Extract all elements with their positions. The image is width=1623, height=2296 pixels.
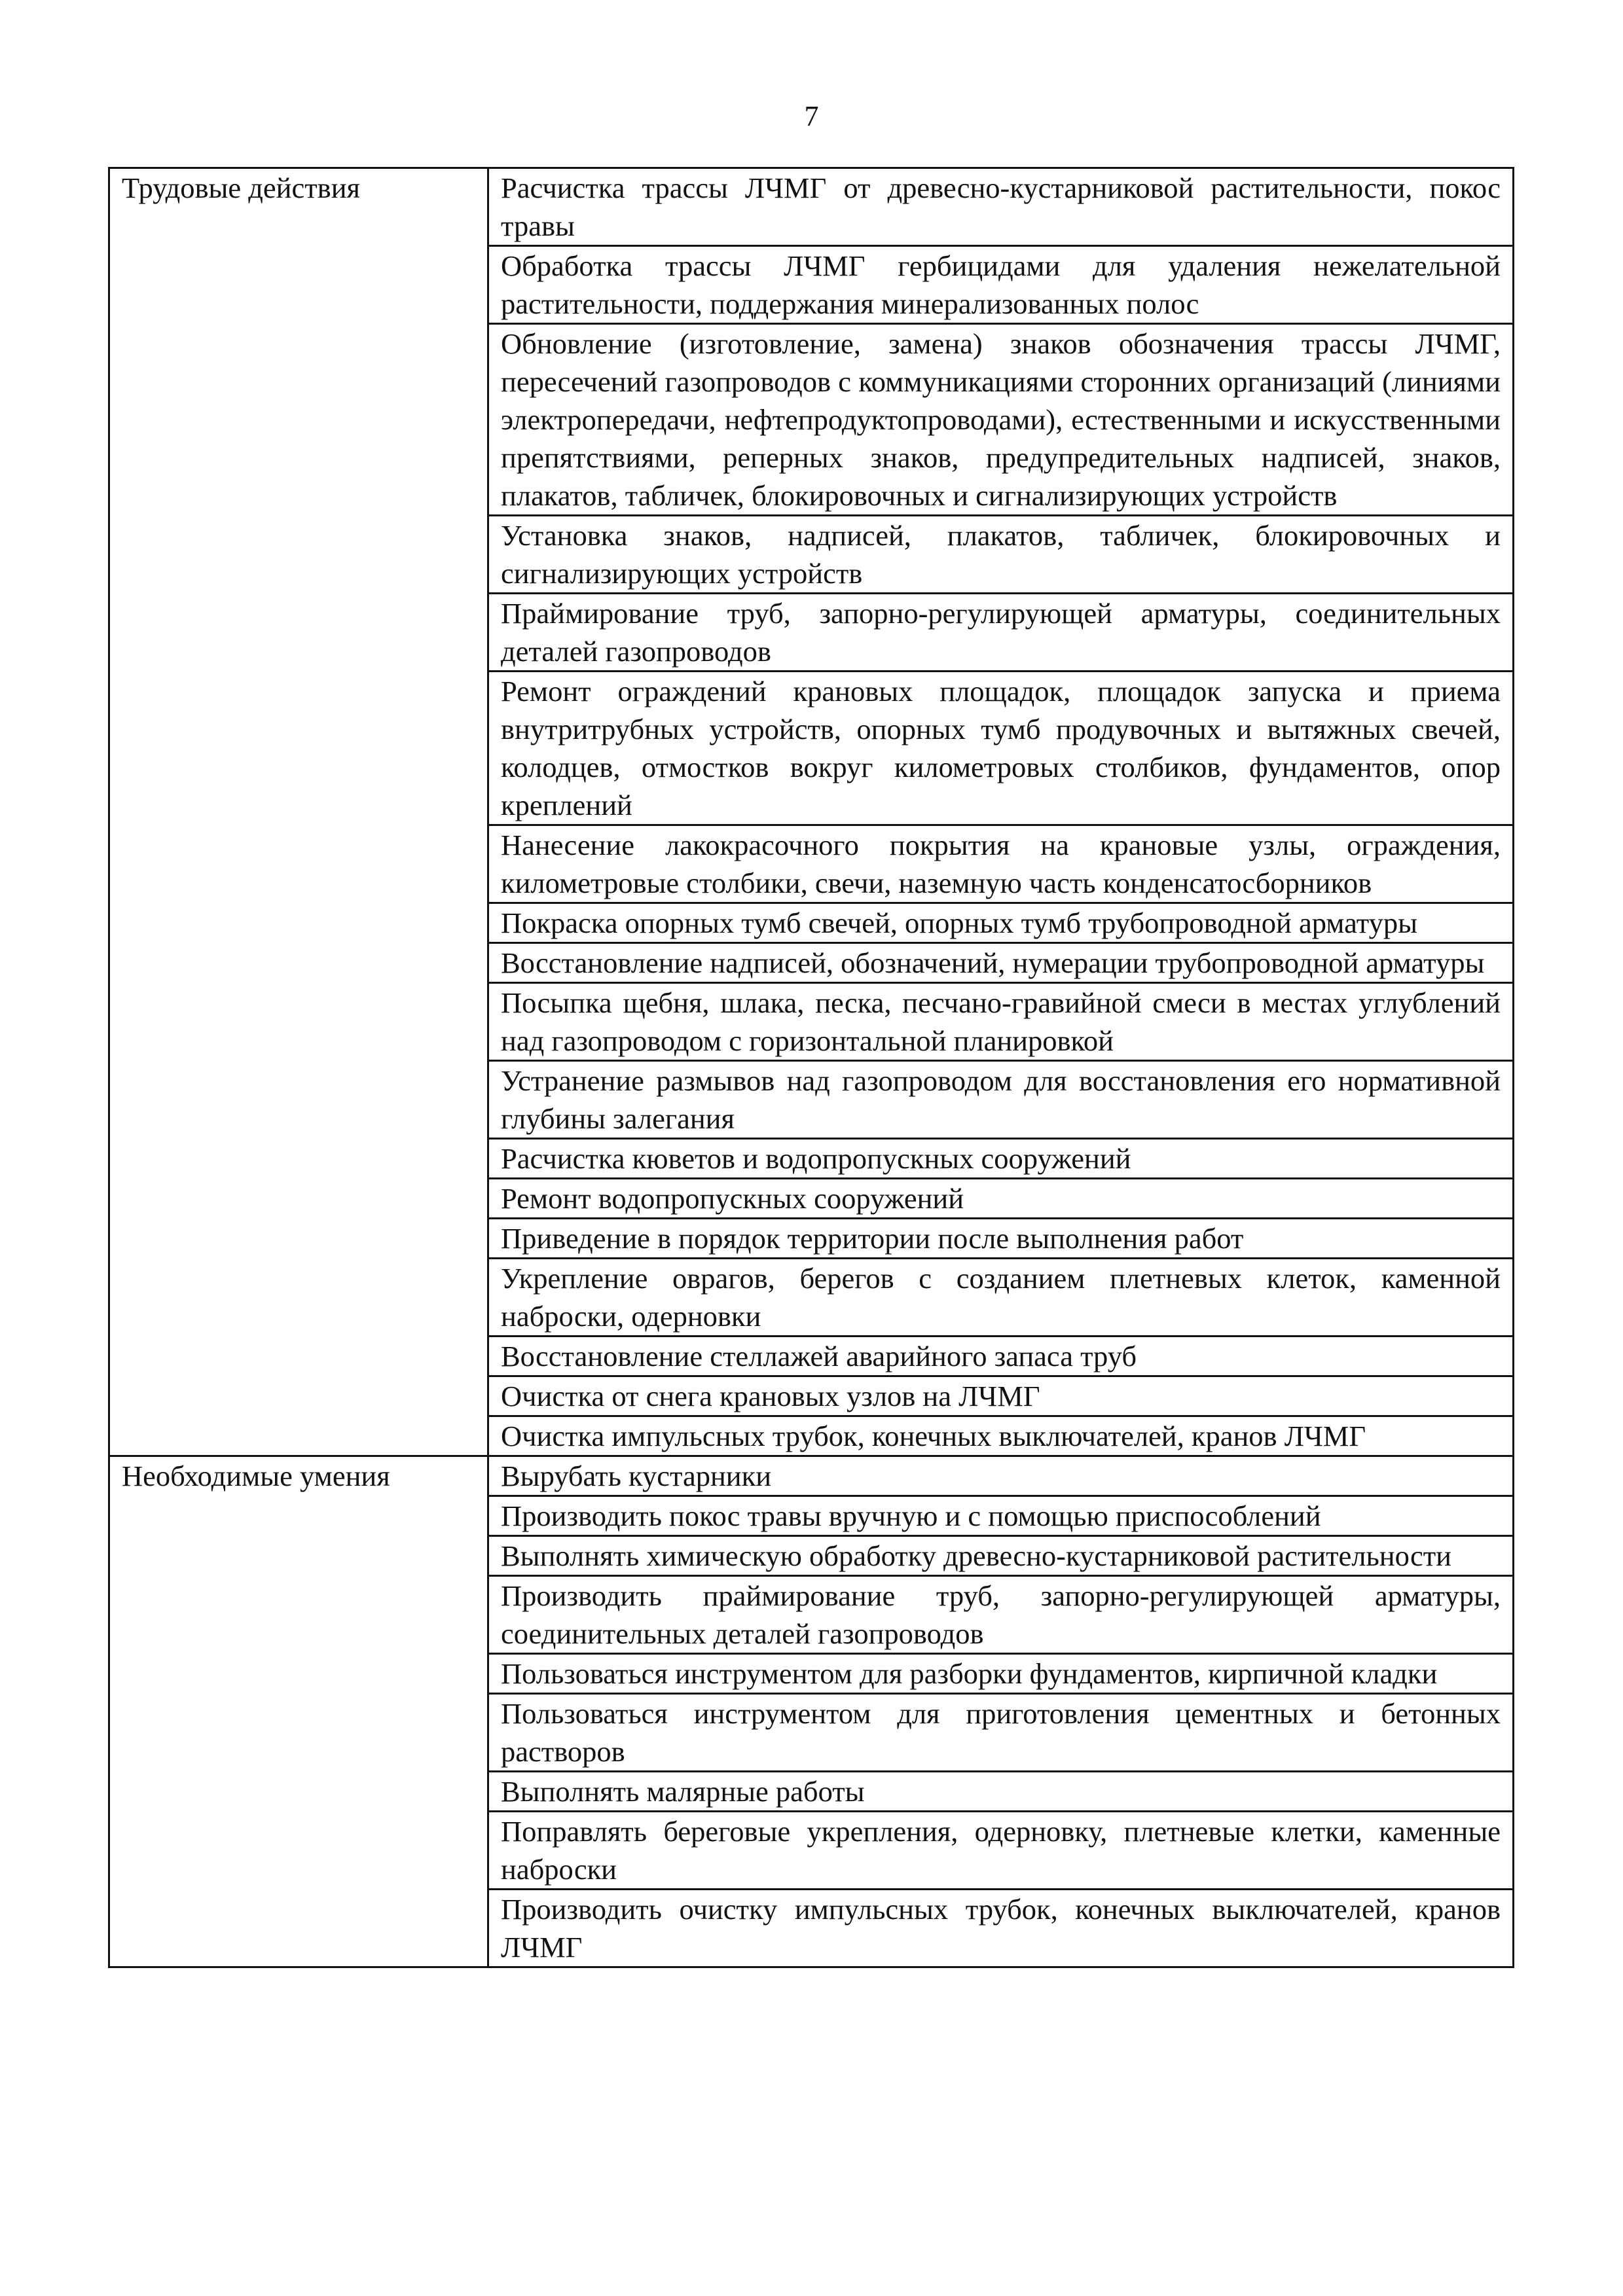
section-item: Восстановление надписей, обозначений, нумерации трубопроводной арматуры <box>488 943 1514 983</box>
section-item: Ремонт водопропускных сооружений <box>488 1179 1514 1219</box>
section-item: Вырубать кустарники <box>488 1456 1514 1496</box>
section-item: Расчистка кюветов и водопропускных сооружений <box>488 1139 1514 1179</box>
section-item: Установка знаков, надписей, плакатов, табличек, блокировочных и сигнализирующих устройств <box>488 516 1514 594</box>
page-number: 7 <box>804 100 819 132</box>
section-item: Выполнять малярные работы <box>488 1772 1514 1812</box>
section-item: Очистка от снега крановых узлов на ЛЧМГ <box>488 1376 1514 1416</box>
section-item: Пользоваться инструментом для разборки фундаментов, кирпичной кладки <box>488 1654 1514 1694</box>
section-item: Расчистка трассы ЛЧМГ от древесно-кустарниковой растительности, покос травы <box>488 168 1514 246</box>
section-item: Устранение размывов над газопроводом для восстановления его нормативной глубины залегания <box>488 1061 1514 1139</box>
section-item: Приведение в порядок территории после выполнения работ <box>488 1219 1514 1259</box>
section-item: Поправлять береговые укрепления, одерновку, плетневые клетки, каменные наброски <box>488 1812 1514 1890</box>
section-label: Трудовые действия <box>109 168 488 1456</box>
section-item: Производить очистку импульсных трубок, конечных выключателей, кранов ЛЧМГ <box>488 1890 1514 1967</box>
section-item: Нанесение лакокрасочного покрытия на крановые узлы, ограждения, километровые столбики, свечи, наземную часть конденсатосборников <box>488 825 1514 903</box>
section-item: Укрепление оврагов, берегов с созданием плетневых клеток, каменной наброски, одерновки <box>488 1259 1514 1336</box>
section-item: Пользоваться инструментом для приготовления цементных и бетонных растворов <box>488 1694 1514 1772</box>
table-body <box>109 168 1514 1967</box>
competency-table <box>108 167 1514 1968</box>
section-item: Покраска опорных тумб свечей, опорных тумб трубопроводной арматуры <box>488 903 1514 943</box>
section-item: Очистка импульсных трубок, конечных выключателей, кранов ЛЧМГ <box>488 1416 1514 1456</box>
section-item: Производить покос травы вручную и с помощью приспособлений <box>488 1496 1514 1536</box>
section-item: Обработка трассы ЛЧМГ гербицидами для удаления нежелательной растительности, поддержания минерализованных полос <box>488 246 1514 324</box>
section-item: Восстановление стеллажей аварийного запаса труб <box>488 1336 1514 1376</box>
section-item: Ремонт ограждений крановых площадок, площадок запуска и приема внутритрубных устройств, опорных тумб продувочных и вытяжных свечей, колодцев, отмостков вокруг километровых столбиков, фундаментов, опор креплений <box>488 672 1514 825</box>
section-item: Выполнять химическую обработку древесно-кустарниковой растительности <box>488 1536 1514 1576</box>
section-item: Посыпка щебня, шлака, песка, песчано-гравийной смеси в местах углублений над газопроводом с горизонтальной планировкой <box>488 983 1514 1061</box>
section-item: Производить праймирование труб, запорно-регулирующей арматуры, соединительных деталей газопроводов <box>488 1576 1514 1654</box>
table-row <box>109 168 1514 246</box>
section-label: Необходимые умения <box>109 1456 488 1967</box>
section-item: Обновление (изготовление, замена) знаков обозначения трассы ЛЧМГ, пересечений газопроводов с коммуникациями сторонних организаций (линиями электропередачи, нефтепродуктопроводами), естественными и искусственными препятствиями, реперных знаков, предупредительных надписей, знаков, плакатов, табличек, блокировочных и сигнализирующих устройств <box>488 324 1514 516</box>
section-item: Праймирование труб, запорно-регулирующей арматуры, соединительных деталей газопроводов <box>488 594 1514 672</box>
table-row <box>109 1456 1514 1496</box>
